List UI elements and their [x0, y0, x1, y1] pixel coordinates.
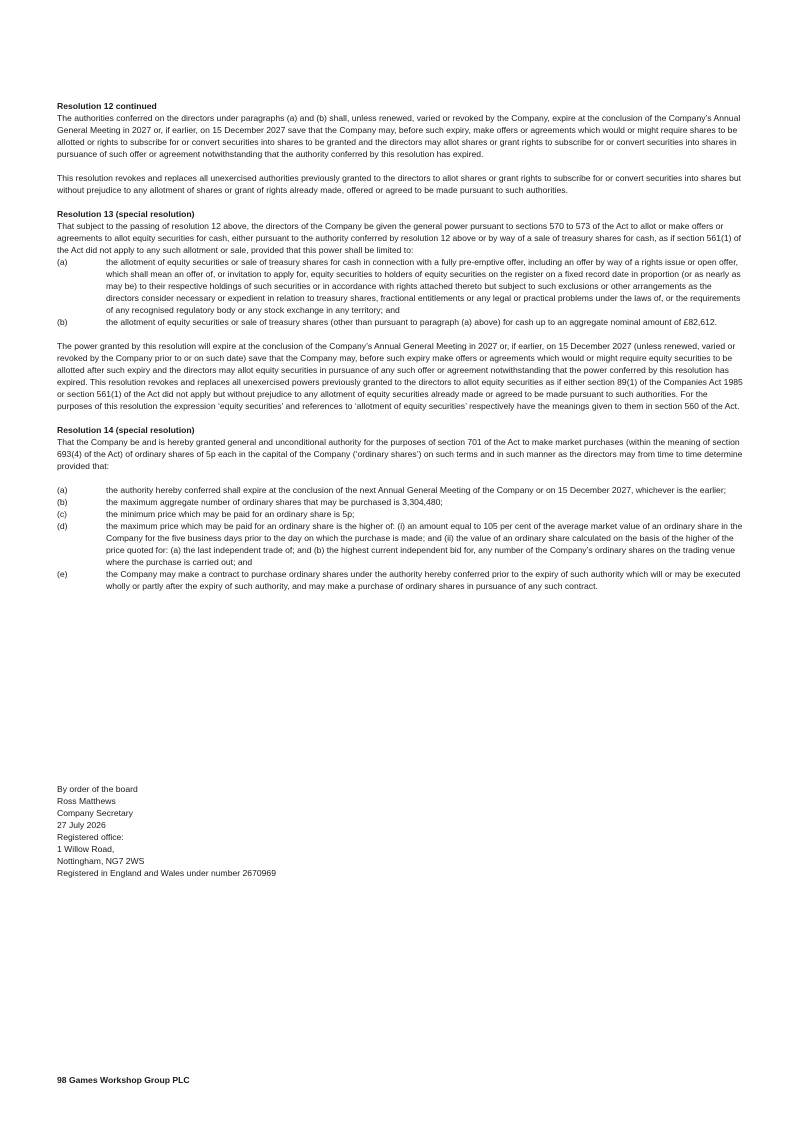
list-item-text: the allotment of equity securities or sale of treasury shares (other than pursuant to paragraph (a) above) for cash up to an aggregate nominal amount of £82,612.: [106, 317, 717, 327]
signature-line: 1 Willow Road,: [57, 844, 115, 854]
resolution-12-paragraph-2: This resolution revokes and replaces all unexercised authorities previously granted to the directors to allot shares or grant rights to subscribe for or convert securities into shares but without prejudice to any allotment of shares or grant of rights already made, offered or agreed to be made pursuant to such authorities.: [57, 173, 742, 195]
resolution-13-closing: The power granted by this resolution will expire at the conclusion of the Company’s Annual General Meeting in 2027 or, if earlier, on 15 December 2027 (unless renewed, varied or revoked by the Company prior to or on such date) save that the Company may, before such expiry make offers or agreements which would or might require equity securities to be allotted after such expiry and the directors may allot equity securities in pursuance of any such offer or agreement notwithstanding that the power conferred by this resolution has expired. This resolution revokes and replaces all unexercised powers previously granted to the directors to allot equity securities as if either section 89(1) of the Companies Act 1985 or section 561(1) of the Act did not apply but without prejudice to any allotment of equity securities already made or agreed to be made pursuant to such authorities. For the purposes of this resolution the expression ‘equity securities’ and references to ‘allotment of equity securities’ respectively have the meanings given to them in section 560 of the Act.: [57, 341, 743, 411]
resolution-13-item-a: [57, 256, 745, 316]
list-item-label: (c): [57, 509, 68, 519]
resolution-14-section: [57, 424, 745, 592]
list-item-text: the maximum aggregate number of ordinary shares that may be purchased is 3,304,480;: [106, 497, 443, 507]
list-item-text: the allotment of equity securities or sale of treasury shares for cash in connection with a fully pre-emptive offer, including an offer by way of a rights issue or open offer, which shall mean an offer of, or invitation to apply for, equity securities to holders of equity securities on the register on a fixed record date in proportion (or as nearly as may be) to their respective holdings of such securities or in accordance with rights attached thereto but subject to such exclusions or other arrangements as the directors consider necessary or expedient in relation to treasury shares, fractional entitlements or any legal or practical problems under the laws of, or the requirements of any recognised regulatory body or any stock exchange in any territory; and: [106, 257, 741, 315]
list-item-label: (d): [57, 521, 68, 531]
resolution-14-item-b: [57, 496, 745, 508]
resolution-13-heading: Resolution 13 (special resolution): [57, 209, 195, 219]
resolution-14-item-c: [57, 508, 745, 520]
signature-line: Company Secretary: [57, 808, 133, 818]
resolution-14-item-e: [57, 568, 745, 592]
list-item-label: (a): [57, 485, 68, 495]
signature-line: By order of the board: [57, 784, 138, 794]
resolution-13-intro: That subject to the passing of resolution 12 above, the directors of the Company be given the general power pursuant to sections 570 to 573 of the Act to allot or make offers or agreements to allot equity securities for cash, either pursuant to the authority conferred by resolution 12 above or by way of a sale of treasury shares for cash, as if section 561(1) of the Act did not apply to any such allotment or sale, provided that this power shall be limited to:: [57, 221, 742, 255]
list-item-text: the authority hereby conferred shall expire at the conclusion of the next Annual General Meeting of the Company or on 15 December 2027, whichever is the earlier;: [106, 485, 727, 495]
resolution-12-paragraph-1: The authorities conferred on the directors under paragraphs (a) and (b) shall, unless renewed, varied or revoked by the Company, expire at the conclusion of the Company’s Annual General Meeting in 2027 or, if earlier, on 15 December 2027 save that the Company may, before such expiry, make offers or agreements which would or might require shares to be allotted or rights to subscribe for or convert securities into shares to be granted and the directors may allot shares or grant rights to subscribe for or convert securities into shares in pursuance of such offer or agreement notwithstanding that the authority conferred by this resolution has expired.: [57, 113, 741, 159]
resolution-14-item-a: [57, 484, 745, 496]
signature-line: Ross Matthews: [57, 796, 116, 806]
list-item-label: (b): [57, 497, 68, 507]
list-item-text: the maximum price which may be paid for an ordinary share is the higher of: (i) an amount equal to 105 per cent of the average market value of an ordinary share in the Company for the five business days prior to the day on which the purchase is made; and (ii) the value of an ordinary share calculated on the basis of the higher of the price quoted for: (a) the last independent trade of; and (b) the highest current independent bid for, any number of the Company’s ordinary shares on the trading venue where the purchase is carried out; and: [106, 521, 743, 567]
page-footer: 98 Games Workshop Group PLC: [57, 1075, 190, 1085]
signature-line: Registered in England and Wales under number 2670969: [57, 868, 276, 878]
list-item-text: the minimum price which may be paid for an ordinary share is 5p;: [106, 509, 355, 519]
resolution-13-item-b: [57, 316, 745, 328]
resolution-12-heading: Resolution 12 continued: [57, 101, 157, 111]
document-body: [57, 100, 745, 604]
resolution-14-item-d: [57, 520, 745, 568]
list-item-label: (e): [57, 569, 68, 579]
resolution-14-heading: Resolution 14 (special resolution): [57, 425, 195, 435]
resolution-14-intro: That the Company be and is hereby granted general and unconditional authority for the purposes of section 701 of the Act to make market purchases (within the meaning of section 693(4) of the Act) of ordinary shares of 5p each in the capital of the Company (‘ordinary shares’) on such terms and in such manner as the directors may from time to time determine provided that:: [57, 437, 743, 471]
list-item-label: (a): [57, 257, 68, 267]
list-item-text: the Company may make a contract to purchase ordinary shares under the authority hereby conferred prior to the expiry of such authority which will or may be executed wholly or partly after the expiry of such authority, and may make a purchase of ordinary shares in pursuance of any such contract.: [106, 569, 741, 591]
signature-line: 27 July 2026: [57, 820, 106, 830]
resolution-13-section: [57, 208, 745, 412]
signature-line: Nottingham, NG7 2WS: [57, 856, 145, 866]
signature-line: Registered office:: [57, 832, 124, 842]
list-item-label: (b): [57, 317, 68, 327]
resolution-12-section: [57, 100, 745, 196]
signature-block: [57, 783, 457, 879]
